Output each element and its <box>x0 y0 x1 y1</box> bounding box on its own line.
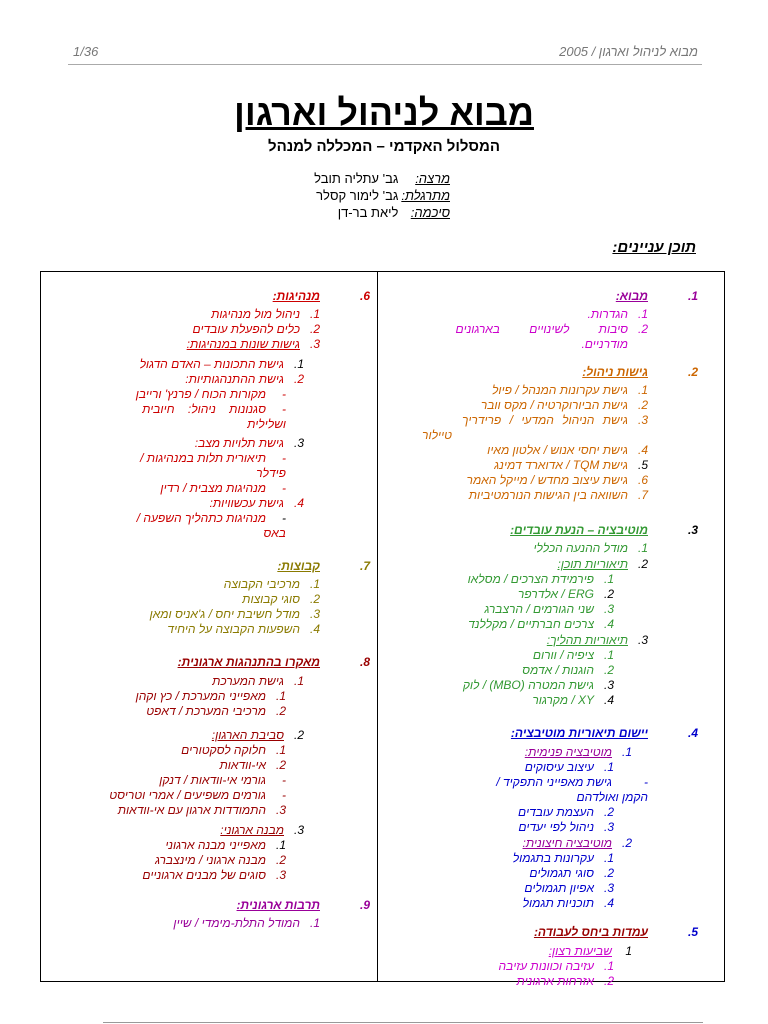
toc-item[interactable] <box>52 803 320 818</box>
item-number: 2. <box>309 592 320 606</box>
item-text: סגנונות ניהול: חיובית <box>142 402 266 416</box>
toc-item[interactable] <box>52 436 320 451</box>
item-number: 4. <box>603 693 614 707</box>
toc-subheading[interactable] <box>384 556 648 572</box>
credit-row <box>290 187 450 204</box>
toc-item[interactable] <box>52 417 320 432</box>
item-number: 1 <box>625 944 632 958</box>
credit-key: מתרגלת: <box>401 188 450 203</box>
item-text: ERG / אלדרפר <box>517 587 594 601</box>
toc-right-column <box>384 288 698 989</box>
item-text: עקרונות בתגמול <box>512 851 594 865</box>
subheading-text: סביבת הארגון: <box>211 728 284 742</box>
item-number: 2. <box>621 836 632 850</box>
section-number: 2. <box>687 365 698 379</box>
credit-value: גב' עתליה תובל <box>314 171 399 186</box>
section-title: מוטיבציה – הנעת עובדים: <box>510 523 648 537</box>
item-number: 3. <box>603 678 614 692</box>
item-number: 3. <box>603 820 614 834</box>
toc-subheading[interactable] <box>384 835 648 851</box>
toc-section-heading[interactable] <box>52 288 370 304</box>
toc-section-heading[interactable] <box>384 364 698 380</box>
item-number: 1. <box>275 743 286 757</box>
item-text: גישת הניהול המדעי / פרידריך <box>462 413 628 427</box>
item-text: מודל ההנעה הכללי <box>533 541 628 555</box>
item-number: - <box>282 402 286 416</box>
toc-item[interactable] <box>384 959 648 974</box>
toc-item[interactable] <box>384 413 648 428</box>
credit-value: ליאת בר-דן <box>337 205 399 220</box>
section-title: גישות ניהול: <box>582 365 648 379</box>
toc-section-heading[interactable] <box>52 654 370 670</box>
item-text: מקורות הכוח / פרנץ' ורייבן <box>135 387 266 401</box>
toc-item[interactable] <box>52 481 320 496</box>
toc-item[interactable] <box>384 648 648 663</box>
toc-item[interactable] <box>384 775 648 790</box>
item-text: העצמת עובדים <box>518 805 594 819</box>
item-number: 1. <box>275 689 286 703</box>
toc-item[interactable] <box>52 838 320 853</box>
item-text: השוואה בין הגישות הנורמטיביות <box>468 488 628 502</box>
item-number: 2. <box>293 372 304 386</box>
item-text: שני הגורמים / הרצברג <box>484 602 594 616</box>
toc-item[interactable] <box>384 337 648 352</box>
item-number: 2. <box>637 398 648 412</box>
section-number: 7. <box>359 559 370 573</box>
item-text: סוגי תגמולים <box>529 866 594 880</box>
item-number: 1. <box>603 572 614 586</box>
item-text: תוכניות תגמול <box>522 896 594 910</box>
item-number: 2. <box>275 704 286 718</box>
item-number: 3. <box>309 337 320 351</box>
item-number: 4. <box>603 896 614 910</box>
item-number: 4. <box>293 496 304 510</box>
toc-item[interactable] <box>384 974 648 989</box>
item-text: גישות שונות במנהיגות: <box>186 337 300 351</box>
toc-section-heading[interactable] <box>52 558 370 574</box>
footer-divider <box>103 1022 703 1023</box>
item-text: טיילור <box>422 428 452 442</box>
item-number: 3. <box>275 803 286 817</box>
toc-item[interactable] <box>384 398 648 413</box>
section-number: 8. <box>359 655 370 669</box>
item-number: 1. <box>309 916 320 930</box>
header-divider <box>68 64 702 65</box>
item-number: 3. <box>275 868 286 882</box>
toc-item[interactable] <box>384 760 648 775</box>
section-number: 3. <box>687 523 698 537</box>
toc-item[interactable] <box>52 788 320 803</box>
toc-subheading[interactable] <box>384 744 648 760</box>
subheading-text: תיאוריות תוכן: <box>557 557 628 571</box>
item-number: 2. <box>275 853 286 867</box>
toc-item[interactable] <box>52 773 320 788</box>
item-text: גישת עיצוב מחדש / מייקל האמר <box>466 473 628 487</box>
toc-item[interactable] <box>384 383 648 398</box>
section-number: 5. <box>687 925 698 939</box>
document-subtitle: המסלול האקדמי – המכללה למנהל <box>268 138 500 155</box>
item-number: 3. <box>293 436 304 450</box>
toc-item[interactable] <box>384 541 648 556</box>
toc-item[interactable] <box>52 622 320 637</box>
item-text: גישת הביורוקרטיה / מקס וובר <box>480 398 628 412</box>
toc-subheading[interactable] <box>52 673 320 689</box>
item-text: השפעות הקבוצה על היחיד <box>167 622 300 636</box>
item-text: כלים להפעלת עובדים <box>192 322 300 336</box>
item-number: 3. <box>603 881 614 895</box>
item-number: 7. <box>637 488 648 502</box>
item-text: מנהיגות מצבית / רדין <box>160 481 266 495</box>
toc-item[interactable] <box>384 617 648 632</box>
item-text: גישת המטרה (MBO) / לוק <box>462 678 594 692</box>
toc-item[interactable] <box>384 896 648 911</box>
section-title: קבוצות: <box>277 559 320 573</box>
item-text: גישת תלויות מצב: <box>194 436 284 450</box>
header-course: מבוא לניהול וארגון / 2005 <box>559 44 698 59</box>
item-number: 2. <box>603 805 614 819</box>
toc-item[interactable] <box>52 337 320 352</box>
item-text: גישת התכונות – האדם הדגול <box>139 357 284 371</box>
toc-item[interactable] <box>52 451 320 466</box>
item-number: 2. <box>637 557 648 571</box>
toc-item[interactable] <box>384 428 648 443</box>
item-text: התמודדות ארגון עם אי-וודאות <box>117 803 266 817</box>
item-number: - <box>282 788 286 802</box>
item-text: מאפייני מבנה ארגוני <box>165 838 266 852</box>
toc-item[interactable] <box>52 577 320 592</box>
toc-item[interactable] <box>384 458 648 473</box>
item-number: - <box>282 481 286 495</box>
item-text: באס <box>263 526 286 540</box>
section-number: 9. <box>359 898 370 912</box>
toc-item[interactable] <box>384 587 648 602</box>
item-text: מנהיגות כתהליך השפעה / <box>136 511 266 525</box>
toc-item[interactable] <box>52 526 320 541</box>
item-text: גישת עכשוויות: <box>209 496 284 510</box>
section-number: 4. <box>687 726 698 740</box>
item-number: 2. <box>603 974 614 988</box>
item-number: 3. <box>293 823 304 837</box>
toc-item[interactable] <box>384 473 648 488</box>
toc-item[interactable] <box>52 387 320 402</box>
item-number: - <box>282 387 286 401</box>
item-number: 1. <box>309 307 320 321</box>
page-number: 1/36 <box>73 44 99 59</box>
section-title: עמדות ביחס לעבודה: <box>533 925 648 939</box>
credit-row <box>290 170 450 187</box>
credit-row <box>290 204 450 221</box>
toc-item[interactable] <box>384 678 648 693</box>
toc-subheading[interactable] <box>52 727 320 743</box>
toc-item[interactable] <box>384 443 648 458</box>
item-text: גישת TQM / אדוארד דמינג <box>494 458 628 472</box>
item-text: אפיון תגמולים <box>524 881 594 895</box>
toc-item[interactable] <box>52 689 320 704</box>
item-number: 1. <box>603 959 614 973</box>
toc-item[interactable] <box>384 488 648 503</box>
toc-item[interactable] <box>52 357 320 372</box>
item-text: הוגנות / אדמס <box>522 663 594 677</box>
item-text: מודרניים. <box>581 337 628 351</box>
item-text: גורמים משפיעים / אמרי וטריסט <box>109 788 266 802</box>
item-number: - <box>644 775 648 789</box>
toc-item[interactable] <box>52 704 320 719</box>
toc-section-heading[interactable] <box>384 288 698 304</box>
item-number: 1. <box>275 838 286 852</box>
toc-heading: תוכן עניינים: <box>612 239 696 256</box>
item-text: עזיבה וכוונות עזיבה <box>498 959 594 973</box>
item-number: 2. <box>603 587 614 601</box>
item-number: 2. <box>637 322 648 336</box>
item-number: 3. <box>603 602 614 616</box>
item-number: 4. <box>309 622 320 636</box>
item-number: 3. <box>637 633 648 647</box>
item-text: גורמי אי-וודאות / דנקן <box>159 773 266 787</box>
toc-item[interactable] <box>52 916 320 931</box>
subheading-text: מבנה ארגוני: <box>220 823 284 837</box>
toc-item[interactable] <box>52 496 320 511</box>
item-number: - <box>282 451 286 465</box>
subheading-text: שביעות רצון: <box>548 944 612 958</box>
item-text: סוגי קבוצות <box>242 592 300 606</box>
toc-item[interactable] <box>52 511 320 526</box>
toc-item[interactable] <box>384 663 648 678</box>
toc-item[interactable] <box>384 790 648 805</box>
section-title: תרבות ארגונית: <box>236 898 320 912</box>
section-title: מאקרו בהתנהגות ארגונית: <box>177 655 320 669</box>
item-text: מאפייני המערכת / כץ וקהן <box>135 689 266 703</box>
toc-item[interactable] <box>384 307 648 322</box>
item-number: 1. <box>309 577 320 591</box>
toc-item[interactable] <box>384 572 648 587</box>
item-number: 3. <box>309 607 320 621</box>
item-text: סוגים של מבנים ארגוניים <box>142 868 266 882</box>
item-text: גישת עקרונות המנהל / פיול <box>492 383 628 397</box>
item-text: פירמידת הצרכים / מסלאו <box>467 572 594 586</box>
toc-item[interactable] <box>384 602 648 617</box>
toc-left-column <box>52 288 370 931</box>
item-text: הקמן ואולדהם <box>576 790 648 804</box>
toc-section-heading[interactable] <box>384 522 698 538</box>
item-text: גישת יחסי אנוש / אלטון מאיו <box>487 443 628 457</box>
toc-item[interactable] <box>52 868 320 883</box>
column-divider <box>377 271 378 982</box>
item-text: המודל התלת-מימדי / שיין <box>173 916 300 930</box>
toc-item[interactable] <box>384 805 648 820</box>
item-number: 1. <box>293 674 304 688</box>
item-number: 1. <box>603 760 614 774</box>
toc-item[interactable] <box>52 607 320 622</box>
item-text: הגדרות. <box>587 307 628 321</box>
item-number: 5. <box>637 458 648 472</box>
item-number: 1. <box>637 307 648 321</box>
item-text: מרכיבי הקבוצה <box>223 577 300 591</box>
item-number: - <box>282 773 286 787</box>
toc-item[interactable] <box>52 743 320 758</box>
item-text: ציפיה / וורום <box>532 648 594 662</box>
item-text: סיבות לשינויים בארגונים <box>455 322 628 336</box>
toc-item[interactable] <box>52 372 320 387</box>
item-text: גישת מאפייני התפקיד / <box>496 775 612 789</box>
toc-subheading[interactable] <box>52 822 320 838</box>
subheading-text: מוטיבציה חיצונית: <box>522 836 612 850</box>
item-number: 4. <box>603 617 614 631</box>
item-text: ניהול מול מנהיגות <box>211 307 300 321</box>
item-number: - <box>282 511 286 525</box>
credit-key: סיכמה: <box>410 205 450 220</box>
item-text: חלוקה לסקטורים <box>181 743 266 757</box>
toc-item[interactable] <box>52 853 320 868</box>
section-title: מבוא: <box>615 289 648 303</box>
item-text: אזרחות ארגונית <box>516 974 594 988</box>
toc-item[interactable] <box>384 693 648 708</box>
item-text: עיצוב עיסוקים <box>524 760 594 774</box>
item-number: 2. <box>309 322 320 336</box>
item-number: 1. <box>603 851 614 865</box>
item-text: ניהול לפי יעדים <box>518 820 594 834</box>
item-text: פידלר <box>256 466 286 480</box>
subheading-text: גישת המערכת <box>212 674 284 688</box>
subheading-text: מוטיבציה פנימית: <box>524 745 612 759</box>
item-number: 6. <box>637 473 648 487</box>
document-title: מבוא לניהול וארגון <box>234 92 534 133</box>
subheading-text: תיאוריות תהליך: <box>546 633 628 647</box>
credit-key: מרצה: <box>415 171 450 186</box>
item-number: 2. <box>275 758 286 772</box>
toc-subheading[interactable] <box>384 943 648 959</box>
toc-item[interactable] <box>52 307 320 322</box>
toc-item[interactable] <box>384 866 648 881</box>
item-text: גישת ההתנהגותיות: <box>185 372 284 386</box>
toc-item[interactable] <box>52 402 320 417</box>
section-number: 1. <box>687 289 698 303</box>
item-number: 1. <box>293 357 304 371</box>
item-number: 1. <box>621 745 632 759</box>
toc-item[interactable] <box>52 322 320 337</box>
item-number: 1. <box>603 648 614 662</box>
item-number: 3. <box>637 413 648 427</box>
item-text: תיאורית תלות במנהיגות / <box>140 451 266 465</box>
credits <box>290 170 450 221</box>
toc-item[interactable] <box>52 758 320 773</box>
item-text: מבנה ארגוני / מינצברג <box>155 853 266 867</box>
item-text: צרכים חברתיים / מקללנד <box>468 617 594 631</box>
toc-section-heading[interactable] <box>384 725 698 741</box>
toc-section-heading[interactable] <box>384 924 698 940</box>
item-number: 2. <box>603 866 614 880</box>
item-text: מודל חשיבת יחס / ג'אניס ומאן <box>149 607 300 621</box>
toc-item[interactable] <box>384 820 648 835</box>
section-title: מנהיגות: <box>272 289 320 303</box>
item-number: 1. <box>637 541 648 555</box>
toc-item[interactable] <box>52 592 320 607</box>
item-number: 2. <box>603 663 614 677</box>
item-number: 4. <box>637 443 648 457</box>
toc-section-heading[interactable] <box>52 897 370 913</box>
item-number: 1. <box>637 383 648 397</box>
toc-subheading[interactable] <box>384 632 648 648</box>
item-text: XY / מקרגור <box>532 693 594 707</box>
section-title: יישום תיאוריות מוטיבציה: <box>510 726 648 740</box>
item-text: אי-וודאות <box>219 758 266 772</box>
item-text: מרכיבי המערכת / דאפט <box>146 704 266 718</box>
section-number: 6. <box>359 289 370 303</box>
credit-value: גב' לימור קסלר <box>316 188 399 203</box>
item-number: 2. <box>293 728 304 742</box>
toc-item[interactable] <box>384 851 648 866</box>
toc-item[interactable] <box>384 322 648 337</box>
toc-item[interactable] <box>52 466 320 481</box>
toc-item[interactable] <box>384 881 648 896</box>
item-text: ושלילית <box>247 417 286 431</box>
